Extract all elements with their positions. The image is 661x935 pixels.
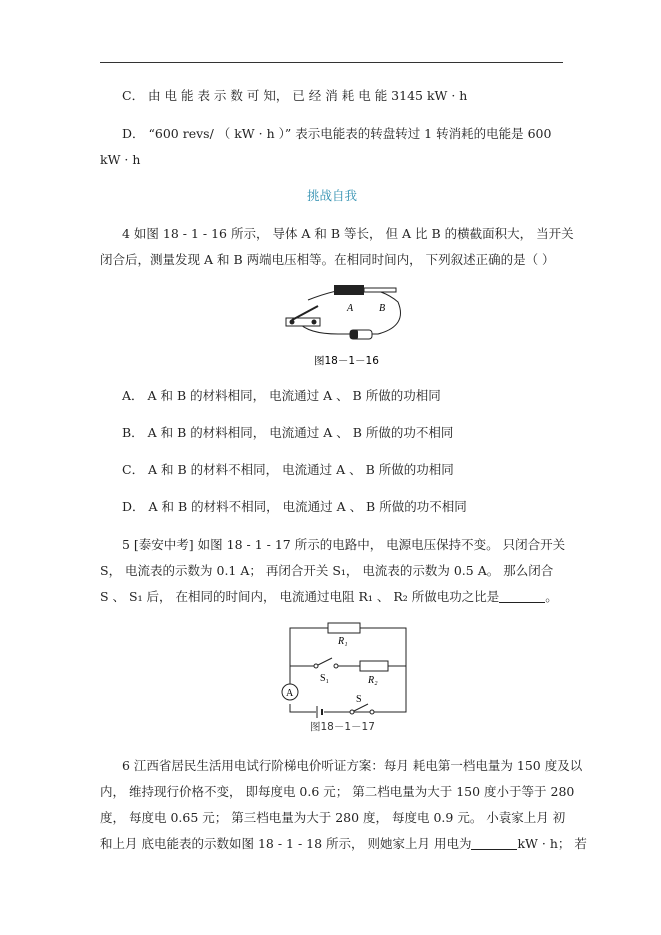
switch-s-contact-left: [350, 710, 354, 714]
q5-line3-text: S 、 S₁ 后， 在相同的时间内， 电流通过电阻 R₁ 、 R₂ 所做电功之比是: [100, 589, 500, 604]
battery-terminal: [350, 330, 358, 339]
answer-blank-q5[interactable]: [499, 590, 545, 603]
label-a: A: [347, 303, 354, 314]
switch-s-blade: [352, 704, 368, 712]
q5-line2: S， 电流表的示数为 0.1 A； 再闭合开关 S₁， 电流表的示数为 0.5 A。 那么闭合: [100, 563, 554, 578]
figure-18-1-17: [276, 620, 416, 732]
q6-line4-end: kW · h； 若: [517, 836, 587, 851]
label-s: S: [356, 694, 362, 705]
option-c-prev: C． 由 电 能 表 示 数 可 知， 已 经 消 耗 电 能 3145 kW · h: [122, 88, 468, 103]
figure-caption-18-1-16: 图18－1－16: [314, 355, 379, 367]
label-b: B: [379, 303, 386, 314]
switch-s-contact-right: [370, 710, 374, 714]
switch-pivot: [290, 320, 295, 325]
q4-option-a: A． A 和 B 的材料相同， 电流通过 A 、 B 所做的功相同: [122, 388, 441, 403]
q5-line1: 5 [泰安中考] 如图 18 - 1 - 17 所示的电路中， 电源电压保持不变。 只闭合开关: [122, 537, 566, 552]
answer-blank-q6[interactable]: [471, 837, 517, 850]
label-r2: R₂: [368, 675, 378, 686]
option-d-prev-line1: D． “600 revs/ （ kW · h ）” 表示电能表的转盘转过 1 转消耗的电能是 600: [122, 126, 552, 141]
section-heading: 挑战自我: [306, 188, 357, 203]
resistor-r1: [328, 623, 360, 633]
switch-s1-contact-left: [314, 664, 318, 668]
q6-line4-text: 和上月 底电能表的示数如图 18 - 1 - 18 所示， 则她家上月 用电为: [100, 836, 472, 851]
q6-line4: [100, 836, 587, 852]
figure-18-1-16: [278, 282, 408, 370]
conductor-b: [364, 288, 396, 292]
switch-contact: [312, 320, 317, 325]
ammeter-label: A: [286, 688, 294, 699]
q5-line3: [100, 589, 564, 605]
figure-caption-18-1-17: 图18－1－17: [310, 721, 375, 732]
outer-wire: [290, 628, 406, 712]
q6-line2: 内， 维持现行价格不变， 即每度电 0.6 元； 第二档电量为大于 150 度小于等于 280: [100, 784, 575, 799]
switch-s1-blade: [316, 658, 332, 666]
q4-option-b: B． A 和 B 的材料相同， 电流通过 A 、 B 所做的功不相同: [122, 425, 454, 440]
q6-line1: 6 江西省居民生活用电试行阶梯电价听证方案：每月 耗电第一档电量为 150 度及以: [122, 758, 583, 773]
label-s1: S₁: [320, 673, 330, 684]
option-d-prev-line2: kW · h: [100, 152, 141, 167]
q4-option-c: C． A 和 B 的材料不相同， 电流通过 A 、 B 所做的功相同: [122, 462, 454, 477]
q6-line3: 度， 每度电 0.65 元； 第三档电量为大于 280 度， 每度电 0.9 元。 小袁家上月 初: [100, 810, 566, 825]
q5-line3-end: 。: [545, 589, 558, 604]
conductor-a: [334, 285, 364, 295]
resistor-r2: [360, 661, 388, 671]
q4-line1: 4 如图 18 - 1 - 16 所示， 导体 A 和 B 等长， 但 A 比 B 的横截面积大， 当开关: [122, 226, 574, 241]
label-r1: R₁: [338, 636, 348, 647]
q4-option-d: D． A 和 B 的材料不相同， 电流通过 A 、 B 所做的功不相同: [122, 499, 467, 514]
q4-line2: 闭合后，测量发现 A 和 B 两端电压相等。在相同时间内， 下列叙述正确的是（ ）: [100, 252, 555, 267]
switch-s1-contact-right: [334, 664, 338, 668]
header-rule: [100, 62, 563, 63]
